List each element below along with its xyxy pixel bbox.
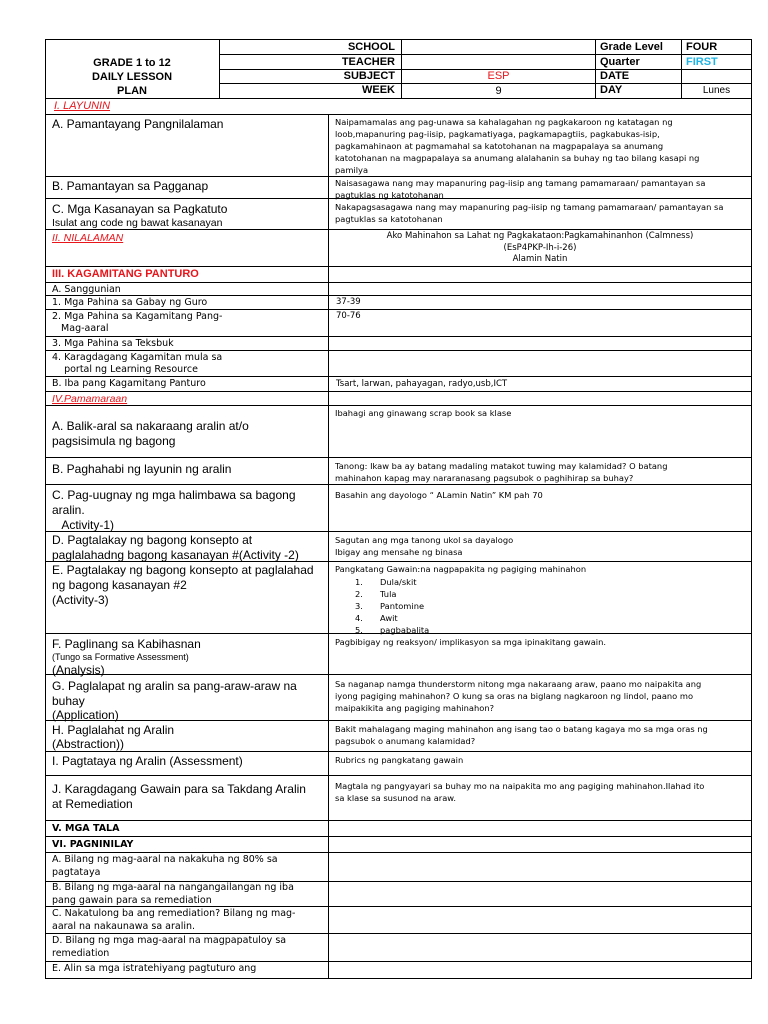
text-line: remediation [52, 947, 110, 959]
plan-title [45, 56, 219, 98]
text-line: Mag-aaral [52, 323, 109, 334]
text-line: C. Nakatulong ba ang remediation? Bilang ng mag- [52, 908, 296, 919]
subject-value: ESP [487, 70, 510, 82]
teacher-value[interactable] [403, 56, 593, 69]
objective-b-label: B. Pamantayan sa Pagganap [52, 179, 209, 193]
procedure-j-label [52, 782, 306, 812]
text-line: Ibigay ang mensahe ng binasa [335, 547, 463, 557]
list-number: 3. [355, 601, 363, 611]
objective-c-label: C. Mga Kasanayan sa Pagkatuto [52, 202, 228, 216]
procedure-b-value [335, 460, 667, 484]
list-text: pagbabalita [380, 625, 430, 635]
text-line: pagtuklas ng katotohanan [335, 189, 444, 200]
text-line: pamilya [335, 165, 369, 175]
objective-b-text [335, 178, 705, 201]
plan-title-line: PLAN [117, 85, 147, 97]
section-kagamitan: III. KAGAMITANG PANTURO [52, 268, 199, 280]
section-layunin: I. LAYUNIN [54, 100, 111, 112]
procedure-a-value [335, 407, 511, 419]
text-line: iyong pagiging mahinahon? O kung sa oras na biglang nagkaroon ng lindol, paano mo [335, 691, 694, 701]
text-line: sa klase sa susunod na araw. [335, 793, 456, 803]
plan-title-line: GRADE 1 to 12 [93, 57, 171, 69]
procedure-g-value [335, 678, 701, 714]
procedure-h-value [335, 723, 708, 747]
procedure-i-value [335, 754, 463, 766]
list-item [355, 576, 429, 588]
text-line: A. Bilang ng mag-aaral na nakakuha ng 80% sa [52, 854, 278, 865]
list-number: 1. [355, 577, 363, 587]
resource-row-label [52, 284, 121, 296]
text-line: at Remediation [52, 797, 133, 811]
text-line: D. Bilang ng mga mag-aaral na magpapatuloy sa [52, 935, 287, 946]
procedure-i-label [52, 754, 243, 769]
text-line: B. Bilang ng mga-aaral na nangangailangan ng iba [52, 882, 294, 893]
text-line: B. Paghahabi ng layunin ng aralin [52, 462, 232, 476]
text-line: pagsisimula ng bagong [52, 434, 176, 448]
procedure-g-label [52, 679, 297, 723]
text-line: maipakikita ang pagiging mahinahon? [335, 703, 494, 713]
procedure-e-label [52, 563, 314, 608]
text-line: loob,mapanuring pag-iisip, pagkamatiyaga, pagkamapagtiis, pagkabukas-isip, [335, 129, 660, 139]
resource-row-label [52, 338, 174, 350]
text-line: (Application) [52, 708, 119, 722]
text-line: I. Pagtataya ng Aralin (Assessment) [52, 754, 243, 768]
list-text: Dula/skit [380, 577, 417, 587]
procedure-d-value [335, 534, 513, 558]
text-line: pagsubok o anumang kalamidad? [335, 736, 476, 746]
text-line: aralin. [52, 503, 85, 517]
procedure-f-sub: (Tungo sa Formative Assessment) [52, 652, 189, 662]
reflection-row-label [52, 854, 278, 879]
text-line: 2. Mga Pahina sa Kagamitang Pang- [52, 311, 223, 322]
procedure-j-value [335, 780, 704, 804]
text-line: Activity-1) [52, 518, 115, 532]
week-label: WEEK [362, 84, 395, 96]
text-line: (Abstraction)) [52, 737, 125, 751]
list-number: 4. [355, 613, 363, 623]
list-item [355, 624, 429, 636]
day-value: Lunes [702, 85, 731, 96]
date-value[interactable] [686, 70, 748, 83]
text-line: buhay [52, 693, 85, 708]
content-text [329, 231, 751, 266]
school-value[interactable] [403, 41, 593, 54]
resource-row-value: 70-76 [336, 311, 361, 321]
list-text: Tula [380, 589, 397, 599]
resource-row-label [52, 378, 206, 390]
procedure-a-label [52, 419, 249, 449]
text-line: H. Paglalahat ng Aralin [52, 723, 175, 737]
text-line: Tanong: Ikaw ba ay batang madaling matakot tuwing may kalamidad? O batang [335, 461, 668, 471]
procedure-b-label [52, 462, 231, 477]
text-line: Magtala ng pangyayari sa buhay mo na naipakita mo ang pagiging mahinahon.Ilahad ito [335, 781, 705, 791]
grade-level-value: FOUR [686, 41, 718, 53]
text-line: A. Balik-aral sa nakaraang aralin at/o [52, 419, 249, 433]
text-line: Naipamamalas ang pag-unawa sa kahalagahan ng pagkakaroon ng katatagan ng [335, 117, 673, 127]
day-label: DAY [600, 84, 623, 96]
list-item [355, 612, 429, 624]
objective-c-text [335, 201, 723, 225]
text-line: katotohanan na magpapalaya sa anumang alalahanin sa buhay ng tao bilang kasapi ng [335, 153, 700, 163]
plan-title-line: DAILY LESSON [91, 71, 173, 83]
text-line: Basahin ang dayologo “ ALamin Natin” KM pah 70 [335, 490, 543, 500]
resource-row-label [52, 297, 207, 309]
text-line: pang gawain para sa remediation [52, 894, 212, 906]
text-line: J. Karagdagang Gawain para sa Takdang Aralin [52, 782, 306, 796]
text-line: A. Sanggunian [52, 284, 121, 295]
text-line: portal ng Learning Resource [52, 364, 198, 375]
text-line: E. Pagtalakay ng bagong konsepto at paglalahad [52, 563, 314, 577]
reflection-row-label [52, 908, 295, 933]
text-line: Sagutan ang mga tanong ukol sa dayalogo [335, 535, 514, 545]
text-line: ng bagong kasanayan #2 [52, 578, 187, 592]
text-line: D. Pagtalakay ng bagong konsepto at [52, 533, 253, 547]
text-line: E. Alin sa mga istratehiyang pagtuturo ang [52, 963, 257, 974]
text-line: G. Paglalapat ng aralin sa pang-araw-araw na [52, 679, 297, 693]
procedure-c-value [335, 489, 543, 501]
text-line: Sa naganap namga thunderstorm nitong mga nakaraang araw, paano mo naipakita ang [335, 679, 702, 689]
text-line: Ibahagi ang ginawang scrap book sa klase [335, 408, 512, 418]
text-line: Bakit mahalagang maging mahinahon ang isang tao o batang kagaya mo sa mga oras ng [335, 724, 708, 734]
procedure-e-value: Pangkatang Gawain:na nagpapakita ng pagiging mahinahon [335, 564, 587, 574]
objective-a-text [335, 116, 699, 176]
procedure-f-value [335, 636, 606, 648]
resource-row-label [52, 352, 222, 376]
text-line: (Activity-3) [52, 593, 109, 607]
week-value: 9 [495, 85, 502, 97]
text-line: Rubrics ng pangkatang gawain [335, 755, 464, 765]
text-line: Naisasagawa nang may mapanuring pag-iisip ang tamang pamamaraan/ pamantayan sa [335, 178, 706, 188]
procedure-h-label [52, 723, 174, 751]
list-text: Awit [380, 613, 398, 623]
text-line: Pagbibigay ng reaksyon/ implikasyon sa mga ipinakitang gawain. [335, 637, 606, 647]
text-line: Ako Mahinahon sa Lahat ng Pagkakataon:Pagkamahinanhon (Calmness) [386, 231, 694, 241]
text-line: pagtuklas sa katotohanan [335, 214, 443, 224]
procedure-d-label [52, 533, 299, 563]
resource-row-value: Tsart, larwan, pahayagan, radyo,usb,ICT [336, 379, 508, 389]
procedure-f-label: F. Paglinang sa Kabihasnan [52, 637, 201, 651]
activity-list [355, 576, 429, 636]
text-line: mahinahon kapag may nararanasang pagsubok o paghihirap sa buhay? [335, 473, 634, 483]
procedure-c-label [52, 488, 296, 533]
section-pamamaraan: IV.Pamamaraan [52, 393, 128, 405]
text-line: B. Iba pang Kagamitang Panturo [52, 378, 206, 389]
section-tala: V. MGA TALA [52, 823, 120, 834]
text-line: aaral na nakaunawa sa aralin. [52, 920, 196, 932]
quarter-label: Quarter [600, 56, 640, 68]
text-line: 3. Mga Pahina sa Teksbuk [52, 338, 174, 349]
section-pagninilay: VI. PAGNINILAY [52, 839, 134, 850]
section-nilalaman: II. NILALAMAN [52, 232, 124, 244]
text-line: 4. Karagdagang Kagamitan mula sa [52, 352, 223, 363]
resource-row-label [52, 311, 222, 335]
list-item [355, 600, 429, 612]
list-item [355, 588, 429, 600]
list-number: 2. [355, 589, 363, 599]
subject-label: SUBJECT [343, 70, 395, 82]
list-text: Pantomine [380, 601, 425, 611]
teacher-label: TEACHER [341, 56, 395, 68]
text-line: Alamin Natin [512, 254, 568, 264]
text-line: paglalahadng bagong kasanayan #(Activity -2) [52, 548, 299, 562]
reflection-row-label [52, 882, 294, 907]
text-line: 1. Mga Pahina sa Gabay ng Guro [52, 297, 208, 308]
resource-row-value: 37-39 [336, 297, 361, 307]
reflection-row-label [52, 963, 256, 976]
objective-a-label: A. Pamantayang Pangnilalaman [52, 117, 224, 131]
text-line: C. Pag-uugnay ng mga halimbawa sa bagong [52, 488, 296, 502]
text-line: Nakapagsasagawa nang may mapanuring pag-iisip ng tamang pamamaraan/ pamantayan sa [335, 202, 724, 212]
procedure-f-sub2: (Analysis) [52, 663, 105, 677]
text-line: pagtataya [52, 866, 101, 878]
quarter-value: FIRST [686, 56, 718, 68]
school-label: SCHOOL [347, 41, 395, 53]
objective-c-subtext: Isulat ang code ng bawat kasanayan [52, 217, 223, 229]
grade-level-label: Grade Level [600, 41, 663, 53]
text-line: pagkamahinaon at pagmamahal sa katotohanan na magpapalaya sa anumang [335, 141, 664, 151]
date-label: DATE [600, 70, 630, 82]
reflection-row-label [52, 935, 286, 960]
list-number: 5. [355, 625, 363, 635]
text-line: (EsP4PKP-Ih-i-26) [503, 242, 577, 253]
